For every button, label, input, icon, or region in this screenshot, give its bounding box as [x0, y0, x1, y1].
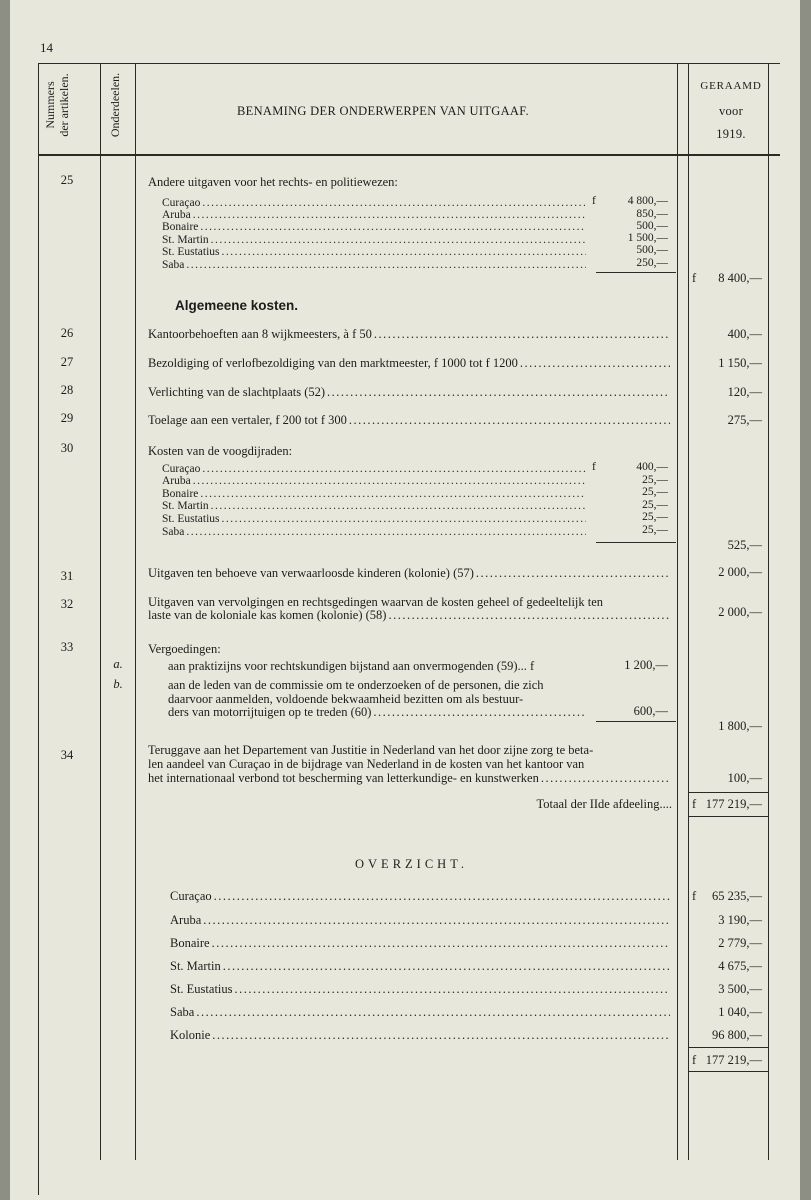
list-value: 25,—: [642, 511, 668, 523]
summary-value: 4 675,—: [718, 959, 762, 973]
sub-item-label: a.: [113, 657, 123, 671]
article-amount: 2 000,—: [718, 605, 762, 619]
header-rule: [38, 154, 780, 156]
summary-value: 3 190,—: [718, 913, 762, 927]
col-divider-5: [768, 63, 769, 1160]
list-item: Bonaire .....: [162, 488, 588, 501]
subtotal-rule: [596, 272, 676, 273]
list-item: Aruba .....: [162, 475, 588, 488]
article-amount: 1 800,—: [718, 719, 762, 733]
list-item: Saba .....: [162, 259, 588, 272]
list-value: 500,—: [636, 220, 668, 232]
sub-item-value: 600,—: [633, 704, 668, 718]
summary-value: 1 040,—: [718, 1005, 762, 1019]
list-item: St. Martin .....: [162, 234, 588, 247]
header-nummers: Nummers der artikelen.: [43, 73, 71, 137]
col-divider-1: [100, 63, 101, 1160]
article-text: Vergoedingen:: [148, 642, 221, 656]
article-text: Kosten van de voogdijraden:: [148, 444, 293, 458]
header-year: 1919.: [716, 127, 746, 141]
list-item: St. Eustatius .....: [162, 513, 588, 526]
list-value: 250,—: [636, 257, 668, 269]
list-item: Saba .....: [162, 526, 588, 539]
summary-value: 2 779,—: [718, 936, 762, 950]
total-rule-top: [688, 792, 768, 793]
sub-item-label: b.: [113, 677, 123, 691]
sub-item-text: ders van motorrijtuigen op te treden (60) .....: [168, 705, 588, 719]
header-voor: voor: [718, 104, 744, 118]
article-number: 33: [60, 640, 74, 654]
article-number: 28: [60, 383, 74, 397]
article-text: Andere uitgaven voor het rechts- en politiewezen:: [148, 175, 398, 189]
summary-rule-bottom: [688, 1071, 768, 1072]
currency-sign: f: [692, 889, 697, 903]
total-label: Totaal der IIde afdeeling....: [536, 797, 672, 811]
list-item: Curaçao .....: [162, 463, 588, 476]
section-heading: Algemeene kosten.: [175, 298, 299, 313]
article-amount: 2 000,—: [718, 565, 762, 579]
article-text: Bezoldiging of verlofbezoldiging van den marktmeester, f 1000 tot f 1200 .....: [148, 356, 672, 370]
total-amount: 177 219,—: [705, 797, 762, 811]
summary-value: 3 500,—: [718, 982, 762, 996]
article-number: 34: [60, 748, 74, 762]
list-value: 1 500,—: [627, 232, 668, 244]
list-value: 400,—: [636, 461, 668, 473]
article-amount: 1 150,—: [718, 356, 762, 370]
currency-sign: f: [692, 797, 697, 811]
summary-row: Aruba .....: [170, 913, 672, 927]
article-amount: 120,—: [727, 385, 762, 399]
article-amount: 275,—: [727, 413, 762, 427]
currency-sign: f: [692, 271, 697, 285]
document-page: [10, 0, 800, 1200]
currency-sign: f: [592, 195, 596, 207]
list-value: 4 800,—: [627, 195, 668, 207]
subtotal-rule: [596, 542, 676, 543]
currency-sign: f: [592, 461, 596, 473]
summary-rule-top: [688, 1047, 768, 1048]
article-number: 26: [60, 326, 74, 340]
list-value: 500,—: [636, 244, 668, 256]
article-text: Uitgaven van vervolgingen en rechtsgedingen waarvan de kosten geheel of gedeeltelijk ten: [148, 595, 604, 609]
list-item: St. Martin .....: [162, 500, 588, 513]
summary-row: Saba .....: [170, 1005, 672, 1019]
col-divider-3: [677, 63, 678, 1160]
summary-title: OVERZICHT.: [355, 857, 469, 871]
summary-row: St. Eustatius .....: [170, 982, 672, 996]
left-border: [38, 63, 39, 1195]
summary-row: St. Martin .....: [170, 959, 672, 973]
article-text: Uitgaven ten behoeve van verwaarloosde kinderen (kolonie) (57) .....: [148, 566, 672, 580]
list-item: St. Eustatius .....: [162, 246, 588, 259]
article-number: 32: [60, 597, 74, 611]
article-text: Toelage aan een vertaler, f 200 tot f 300 .....: [148, 413, 672, 427]
summary-row: Kolonie .....: [170, 1028, 672, 1042]
article-amount: 8 400,—: [718, 271, 762, 285]
article-text: Kantoorbehoeften aan 8 wijkmeesters, à f 50 .....: [148, 327, 672, 341]
list-item: Bonaire .....: [162, 221, 588, 234]
article-number: 27: [60, 355, 74, 369]
list-item: Curaçao .....: [162, 197, 588, 210]
header-title: BENAMING DER ONDERWERPEN VAN UITGAAF.: [237, 104, 529, 118]
article-amount: 400,—: [727, 327, 762, 341]
list-value: 850,—: [636, 208, 668, 220]
header-geraamd: GERAAMD: [700, 80, 762, 92]
subtotal-rule: [596, 721, 676, 722]
summary-total: 177 219,—: [705, 1053, 762, 1067]
col-divider-4: [688, 63, 689, 1160]
top-rule: [38, 63, 780, 64]
total-rule-bottom: [688, 816, 768, 817]
sub-item-value: 1 200,—: [624, 658, 668, 672]
article-number: 25: [60, 173, 74, 187]
sub-item-text: daarvoor aanmelden, voldoende bekwaamheid bezitten om als bestuur-: [168, 692, 524, 706]
article-number: 30: [60, 441, 74, 455]
article-text: het internationaal verbond tot bescherming van letterkundige- en kunstwerken .....: [148, 771, 672, 785]
col-divider-2: [135, 63, 136, 1160]
summary-row: Bonaire .....: [170, 936, 672, 950]
page-number: 14: [40, 40, 53, 55]
article-amount: 525,—: [727, 538, 762, 552]
currency-sign: f: [692, 1053, 697, 1067]
header-onderdeelen: Onderdeelen.: [108, 72, 122, 138]
article-text: Verlichting van de slachtplaats (52) .....: [148, 385, 672, 399]
summary-value: 65 235,—: [712, 889, 762, 903]
list-value: 25,—: [642, 474, 668, 486]
list-value: 25,—: [642, 499, 668, 511]
article-text: laste van de koloniale kas komen (kolonie) (58) .....: [148, 608, 672, 622]
article-text: Teruggave aan het Departement van Justitie in Nederland van het door zijne zorg te beta-: [148, 743, 594, 757]
list-value: 25,—: [642, 524, 668, 536]
summary-value: 96 800,—: [712, 1028, 762, 1042]
list-value: 25,—: [642, 486, 668, 498]
list-item: Aruba .....: [162, 209, 588, 222]
article-number: 31: [60, 569, 74, 583]
summary-row: Curaçao .....: [170, 889, 672, 903]
article-number: 29: [60, 411, 74, 425]
article-amount: 100,—: [727, 771, 762, 785]
article-text: len aandeel van Curaçao in de bijdrage van Nederland in de kosten van het kantoor van: [148, 757, 585, 771]
sub-item-text: aan de leden van de commissie om te onderzoeken of de personen, die zich: [168, 678, 544, 692]
sub-item-text: aan praktizijns voor rechtskundigen bijstand aan onvermogenden (59)... f: [168, 659, 535, 673]
